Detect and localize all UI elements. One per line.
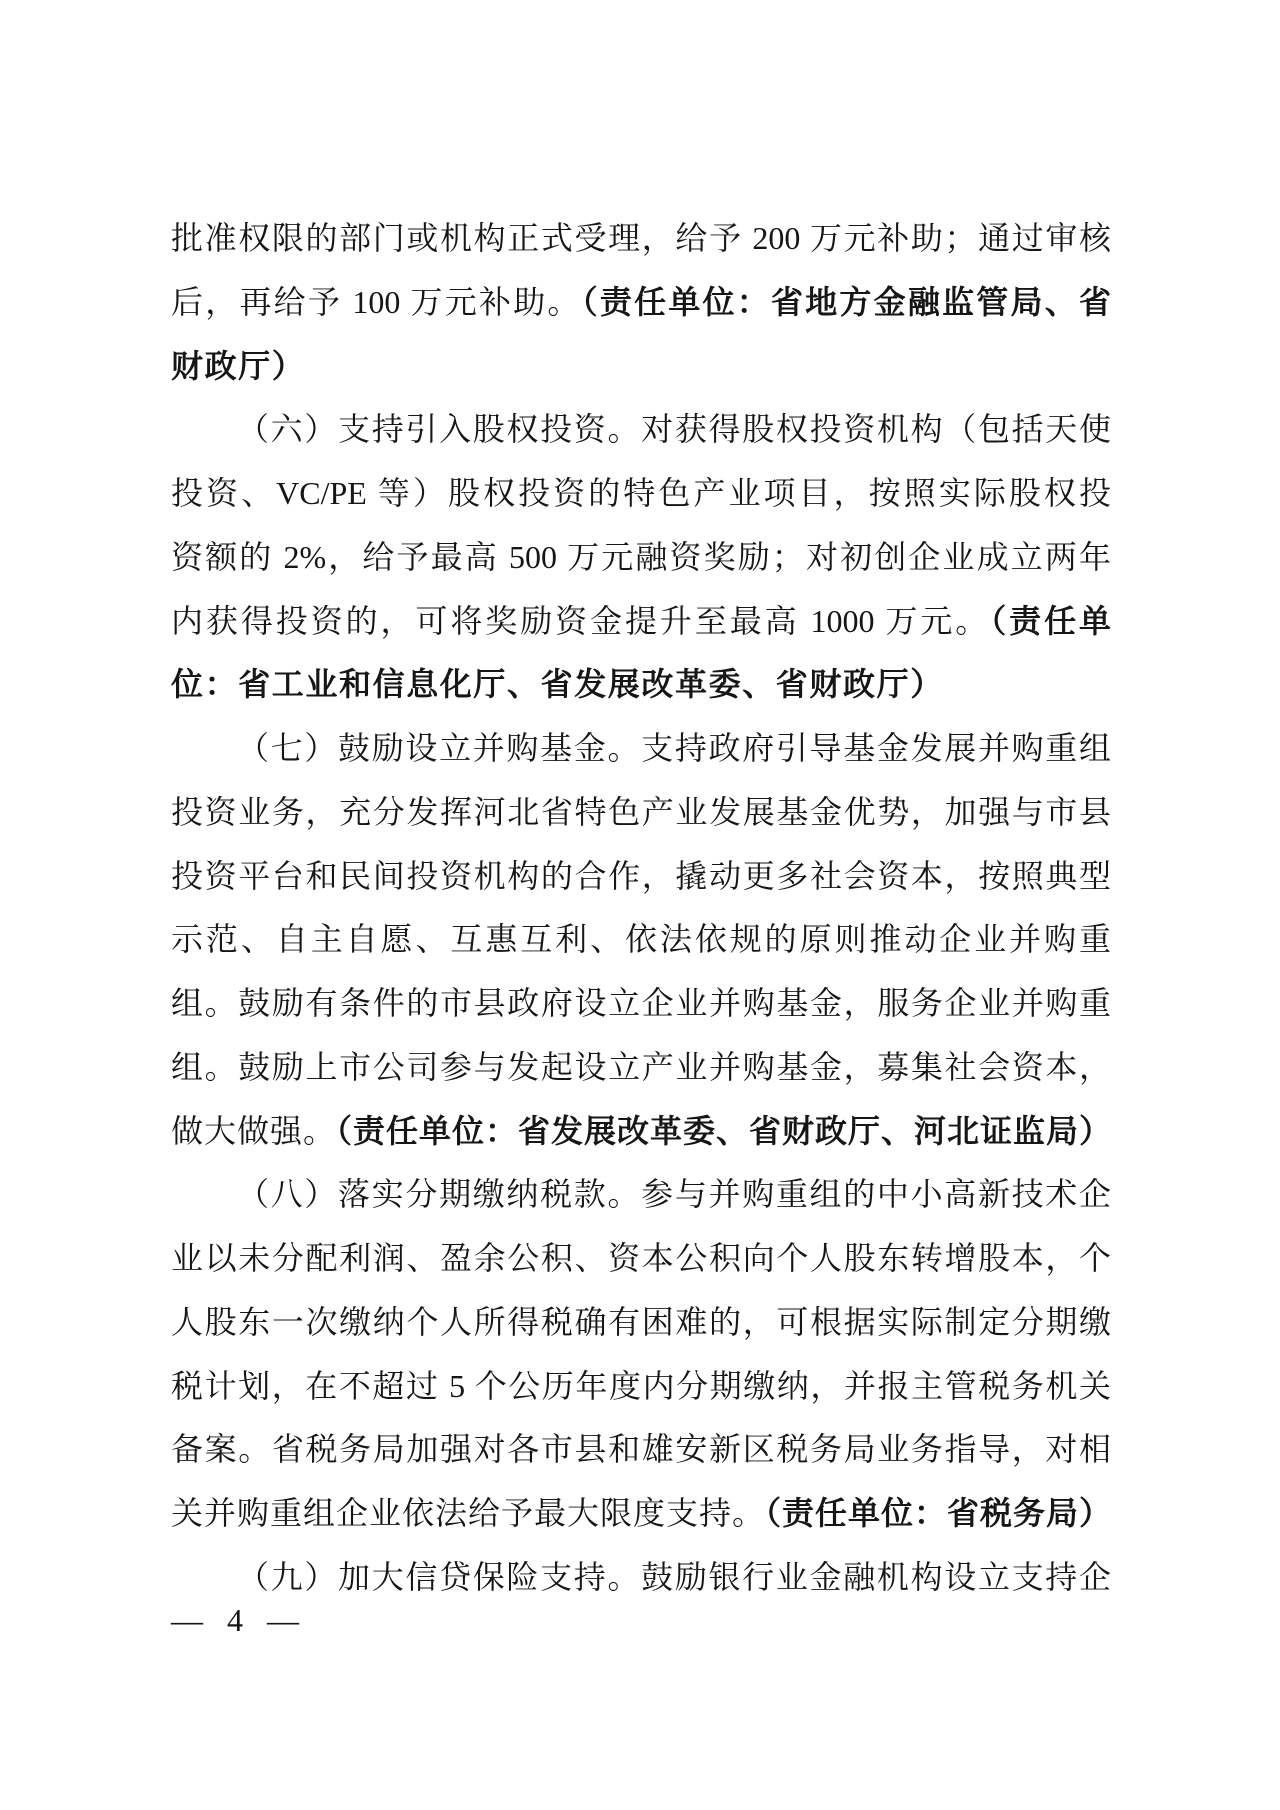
text-segment: 人股东一次缴纳个人所得税确有困难的，可根据实际制定分期缴 <box>171 1303 1111 1340</box>
text-segment: 备案。省税务局加强对各市县和雄安新区税务局业务指导，对相 <box>171 1431 1111 1468</box>
paragraph <box>171 398 1111 717</box>
text-line <box>171 653 1111 717</box>
text-line <box>171 908 1111 972</box>
text-line <box>171 1482 1111 1546</box>
paragraph <box>171 1546 1111 1610</box>
text-line <box>171 1355 1111 1419</box>
text-line <box>171 335 1111 399</box>
paragraph <box>171 1163 1111 1546</box>
text-line <box>171 1163 1111 1227</box>
text-segment: 业以未分配利润、盈余公积、资本公积向个人股东转增股本，个 <box>171 1240 1111 1276</box>
paragraph <box>171 717 1111 1163</box>
responsibility-note: 位：省工业和信息化厅、省发展改革委、省财政厅） <box>171 666 944 703</box>
text-segment: 资额的 2%，给予最高 500 万元融资奖励；对初创企业成立两年 <box>171 538 1111 575</box>
text-segment: 税计划，在不超过 5 个公历年度内分期缴纳，并报主管税务机关 <box>171 1367 1111 1404</box>
document-body <box>171 207 1111 1610</box>
responsibility-note: （责任单位：省地方金融监管局、省 <box>581 283 1111 320</box>
responsibility-note: （责任单位：省发展改革委、省财政厅、河北证监局） <box>336 1112 1111 1149</box>
text-line <box>171 781 1111 845</box>
text-line <box>171 398 1111 462</box>
text-line <box>171 1036 1111 1100</box>
text-segment: 组。鼓励有条件的市县政府设立企业并购基金，服务企业并购重 <box>171 985 1111 1021</box>
text-segment: 后，再给予 100 万元补助。 <box>171 283 582 320</box>
text-line <box>171 1546 1111 1610</box>
page-number: — 4 — <box>171 1602 307 1638</box>
text-segment: （七）鼓励设立并购基金。支持政府引导基金发展并购重组 <box>237 730 1111 766</box>
text-segment: 投资、VC/PE 等）股权投资的特色产业项目，按照实际股权投 <box>171 475 1111 511</box>
text-segment: 批准权限的部门或机构正式受理，给予 200 万元补助；通过审核 <box>171 220 1111 256</box>
text-segment: 投资业务，充分发挥河北省特色产业发展基金优势，加强与市县 <box>171 793 1111 830</box>
responsibility-note: （责任单 <box>990 602 1111 639</box>
responsibility-note: 财政厅） <box>171 347 306 384</box>
text-segment: 示范、自主自愿、互惠互利、依法依规的原则推动企业并购重 <box>171 921 1111 958</box>
paragraph <box>171 207 1111 398</box>
text-line <box>171 972 1111 1036</box>
text-line <box>171 845 1111 909</box>
text-segment: 投资平台和民间投资机构的合作，撬动更多社会资本，按照典型 <box>171 857 1111 894</box>
text-segment: 关并购重组企业依法给予最大限度支持。 <box>171 1495 765 1531</box>
text-segment: （九）加大信贷保险支持。鼓励银行业金融机构设立支持企 <box>237 1558 1111 1595</box>
text-line <box>171 462 1111 526</box>
text-line <box>171 526 1111 590</box>
text-line <box>171 590 1111 654</box>
responsibility-note: （责任单位：省税务局） <box>764 1495 1111 1531</box>
text-segment: 做大做强。 <box>171 1112 336 1149</box>
text-segment: 内获得投资的，可将奖励资金提升至最高 1000 万元。 <box>171 602 991 639</box>
text-line <box>171 1291 1111 1355</box>
text-segment: 组。鼓励上市公司参与发起设立产业并购基金，募集社会资本， <box>171 1048 1111 1085</box>
text-line <box>171 271 1111 335</box>
text-line <box>171 1100 1111 1164</box>
text-segment: （六）支持引入股权投资。对获得股权投资机构（包括天使 <box>237 411 1111 448</box>
text-line <box>171 1227 1111 1291</box>
text-segment: （八）落实分期缴纳税款。参与并购重组的中小高新技术企 <box>237 1176 1111 1213</box>
text-line <box>171 717 1111 781</box>
text-line <box>171 207 1111 271</box>
text-line <box>171 1418 1111 1482</box>
